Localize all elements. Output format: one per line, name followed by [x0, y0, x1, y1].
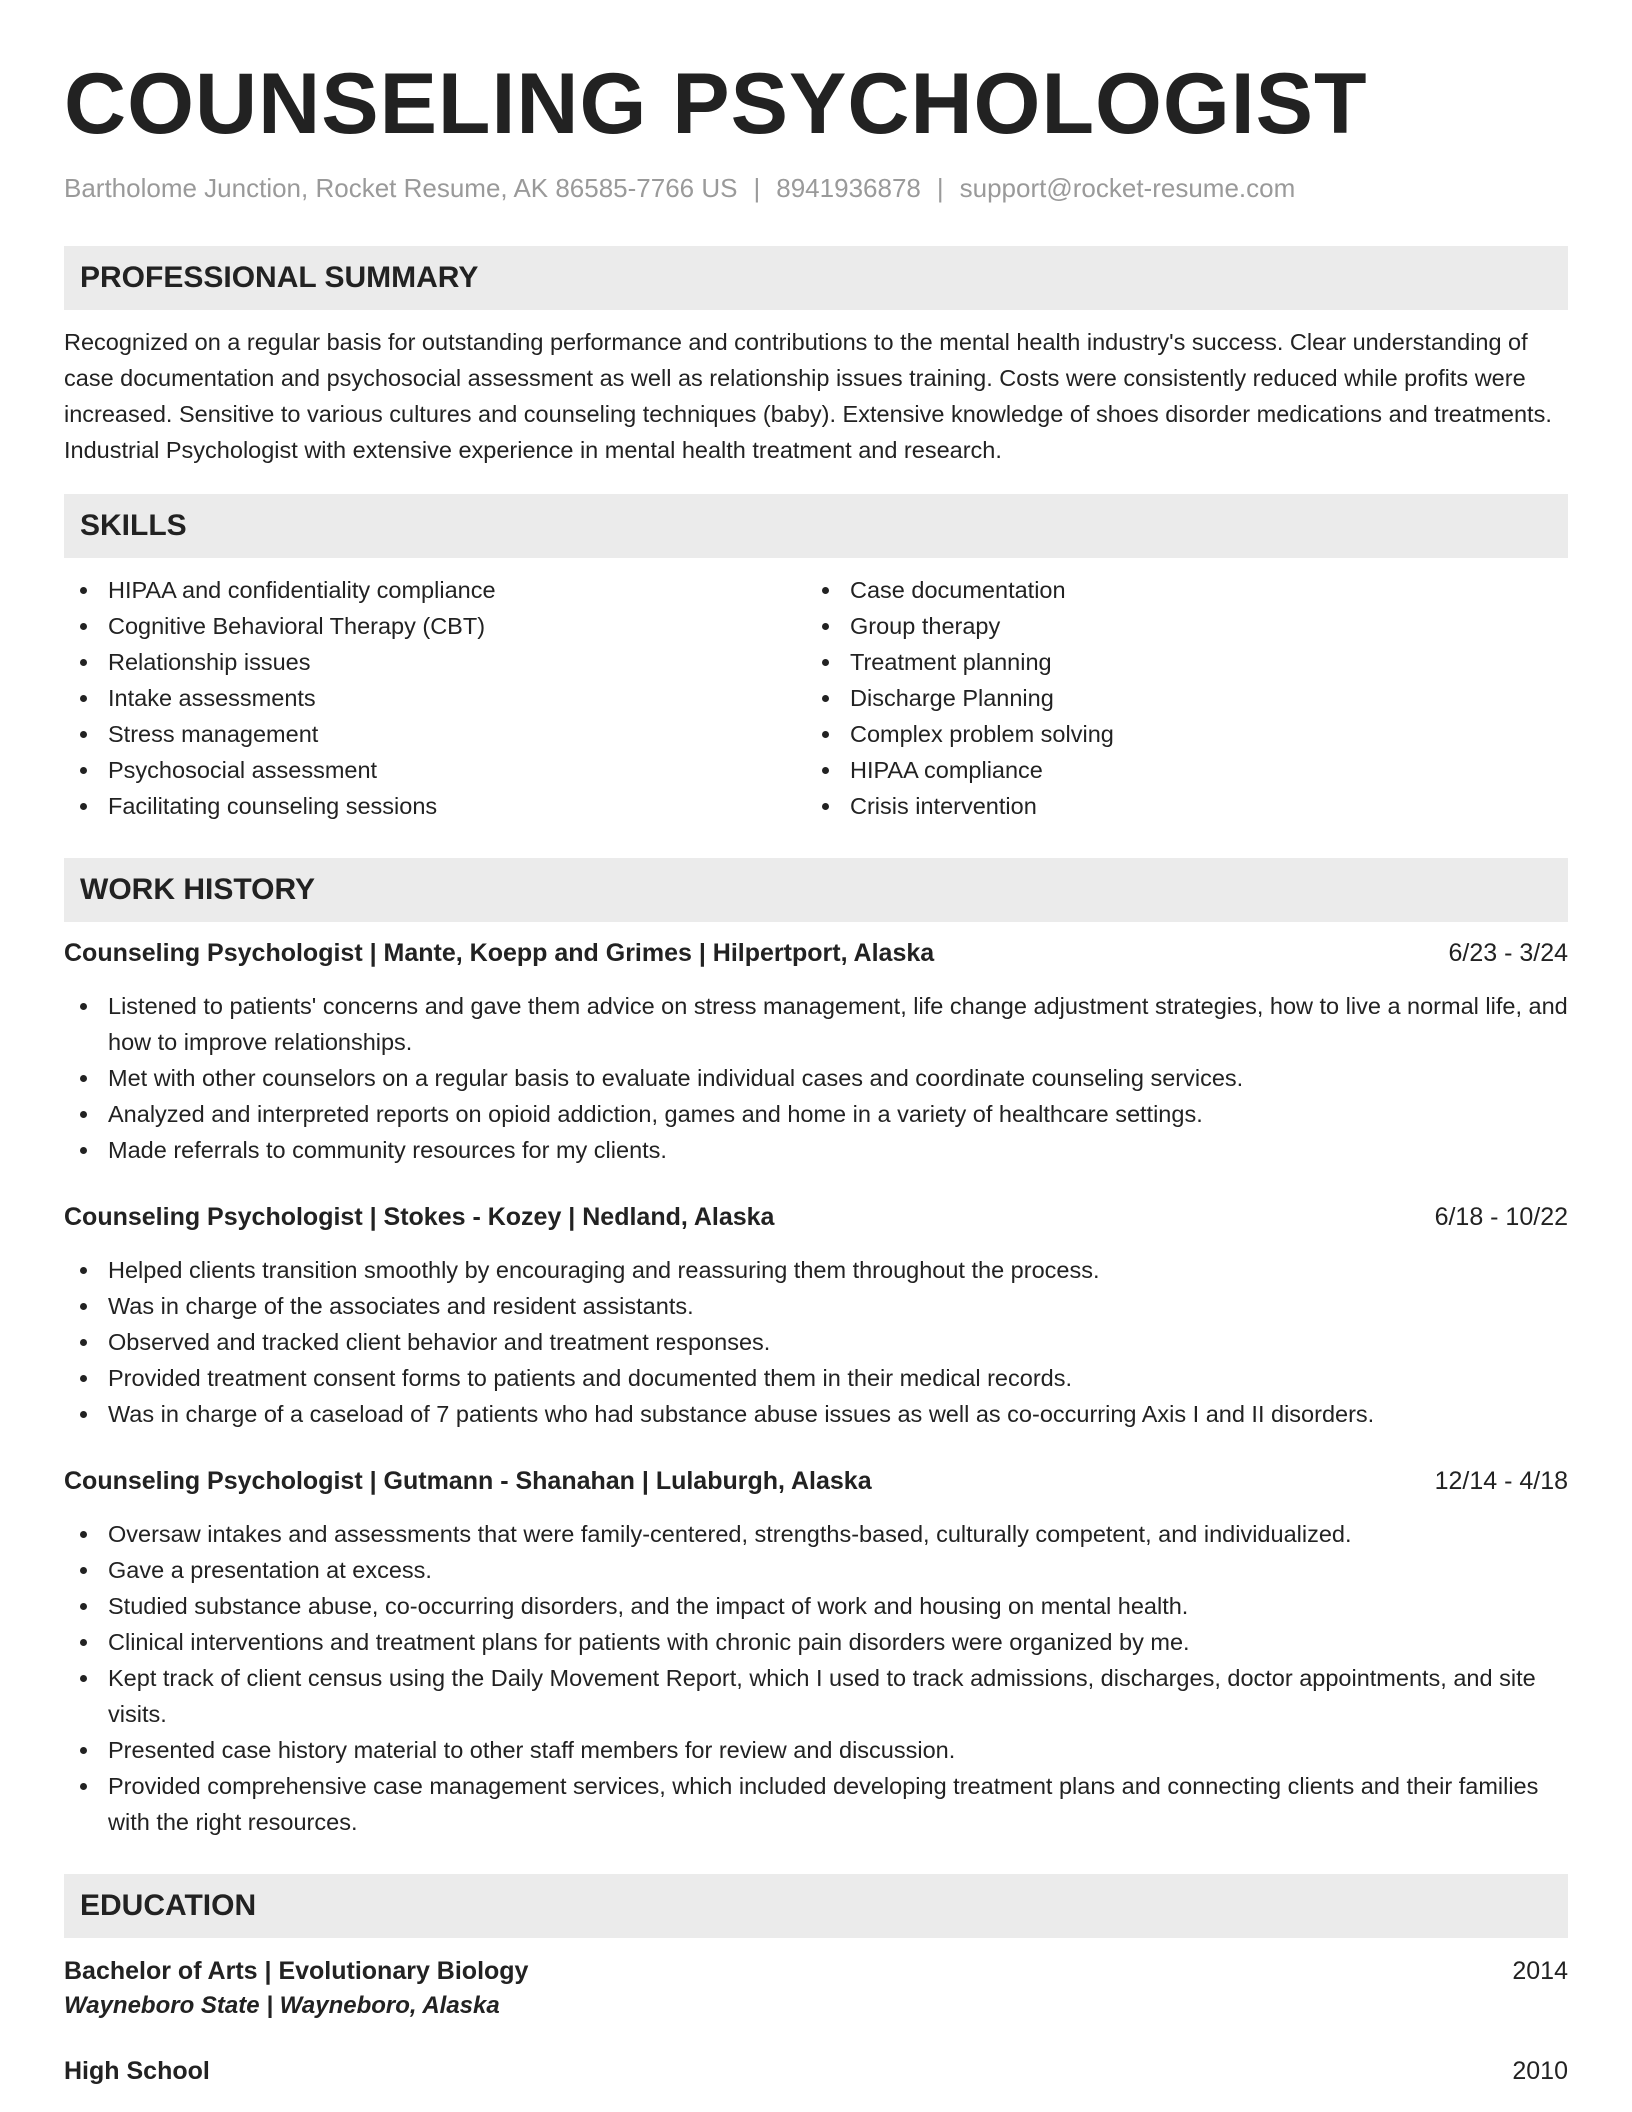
job-dates: 12/14 - 4/18: [1434, 1467, 1568, 1495]
skill-item: Complex problem solving: [806, 716, 1548, 752]
skills-heading: SKILLS: [64, 494, 1568, 558]
contact-line: [64, 172, 1568, 204]
skill-item: Treatment planning: [806, 644, 1548, 680]
education-header: [64, 2054, 1568, 2088]
job-header: [64, 1464, 1568, 1498]
job-title: Counseling Psychologist | Mante, Koepp and Grimes | Hilpertport, Alaska: [64, 939, 935, 967]
job-entry: [64, 1200, 1568, 1432]
contact-separator: |: [753, 173, 761, 203]
contact-phone: 8941936878: [776, 173, 921, 203]
skills-column-right: [806, 572, 1548, 824]
job-bullet: Provided comprehensive case management services, which included developing treatment plans and connecting clients and their families with the right resources.: [64, 1768, 1568, 1840]
skill-item: Psychosocial assessment: [64, 752, 806, 788]
education-entry: [64, 1954, 1568, 2024]
education-year: 2010: [1512, 2057, 1568, 2085]
work-history-heading: WORK HISTORY: [64, 858, 1568, 922]
job-entry: [64, 1464, 1568, 1840]
skill-item: Discharge Planning: [806, 680, 1548, 716]
job-bullet: Helped clients transition smoothly by encouraging and reassuring them throughout the process.: [64, 1252, 1568, 1288]
job-title: Counseling Psychologist | Stokes - Kozey | Nedland, Alaska: [64, 1203, 775, 1231]
summary-text: Recognized on a regular basis for outstanding performance and contributions to the mental health industry's success. Clear understanding of case documentation and psychosocial assessment as well as relationship issues training. Costs were consistently reduced while profits were increased. Sensitive to various cultures and counseling techniques (baby). Extensive knowledge of shoes disorder medications and treatments. Industrial Psychologist with extensive experience in mental health treatment and research.: [64, 329, 1552, 463]
education-entry: [64, 2054, 1568, 2088]
job-header: [64, 936, 1568, 970]
job-bullet: Provided treatment consent forms to patients and documented them in their medical records.: [64, 1360, 1568, 1396]
education-year: 2014: [1512, 1957, 1568, 1985]
job-bullet: Was in charge of a caseload of 7 patients who had substance abuse issues as well as co-occurring Axis I and II disorders.: [64, 1396, 1568, 1432]
job-bullet: Was in charge of the associates and resident assistants.: [64, 1288, 1568, 1324]
job-bullet: Studied substance abuse, co-occurring disorders, and the impact of work and housing on mental health.: [64, 1588, 1568, 1624]
contact-email[interactable]: support@rocket-resume.com: [959, 173, 1296, 203]
job-bullets: [64, 988, 1568, 1168]
job-title: Counseling Psychologist | Gutmann - Shanahan | Lulaburgh, Alaska: [64, 1467, 872, 1495]
skills-list: [64, 572, 1568, 824]
job-dates: 6/18 - 10/22: [1434, 1203, 1568, 1231]
job-bullet: Gave a presentation at excess.: [64, 1552, 1568, 1588]
contact-separator: |: [936, 173, 944, 203]
education-heading: EDUCATION: [64, 1874, 1568, 1938]
summary-heading: PROFESSIONAL SUMMARY: [64, 246, 1568, 310]
education-school: Wayneboro State | Wayneboro, Alaska: [64, 1992, 500, 2019]
skill-item: Facilitating counseling sessions: [64, 788, 806, 824]
job-bullet: Analyzed and interpreted reports on opioid addiction, games and home in a variety of healthcare settings.: [64, 1096, 1568, 1132]
skill-item: Crisis intervention: [806, 788, 1548, 824]
skill-item: Cognitive Behavioral Therapy (CBT): [64, 608, 806, 644]
job-dates: 6/23 - 3/24: [1448, 939, 1568, 967]
skill-item: Intake assessments: [64, 680, 806, 716]
education-degree: High School: [64, 2057, 210, 2085]
skill-item: Group therapy: [806, 608, 1548, 644]
skills-column-left: [64, 572, 806, 824]
job-header: [64, 1200, 1568, 1234]
job-bullet: Listened to patients' concerns and gave them advice on stress management, life change adjustment strategies, how to live a normal life, and how to improve relationships.: [64, 988, 1568, 1060]
job-bullet: Clinical interventions and treatment plans for patients with chronic pain disorders were organized by me.: [64, 1624, 1568, 1660]
skill-item: HIPAA compliance: [806, 752, 1548, 788]
resume-content: [64, 0, 1568, 2088]
skill-item: Stress management: [64, 716, 806, 752]
resume-name: COUNSELING PSYCHOLOGIST: [64, 56, 1368, 152]
job-bullet: Made referrals to community resources for my clients.: [64, 1132, 1568, 1168]
skill-item: HIPAA and confidentiality compliance: [64, 572, 806, 608]
contact-address: Bartholome Junction, Rocket Resume, AK 86585-7766 US: [64, 173, 738, 203]
job-bullets: [64, 1252, 1568, 1432]
job-bullet: Presented case history material to other staff members for review and discussion.: [64, 1732, 1568, 1768]
skill-item: Case documentation: [806, 572, 1548, 608]
job-bullets: [64, 1516, 1568, 1840]
job-bullet: Oversaw intakes and assessments that were family-centered, strengths-based, culturally competent, and individualized.: [64, 1516, 1568, 1552]
skill-item: Relationship issues: [64, 644, 806, 680]
job-bullet: Observed and tracked client behavior and treatment responses.: [64, 1324, 1568, 1360]
education-header: [64, 1954, 1568, 1988]
job-entry: [64, 936, 1568, 1168]
job-bullet: Met with other counselors on a regular basis to evaluate individual cases and coordinate counseling services.: [64, 1060, 1568, 1096]
education-degree: Bachelor of Arts | Evolutionary Biology: [64, 1957, 529, 1985]
job-bullet: Kept track of client census using the Daily Movement Report, which I used to track admissions, discharges, doctor appointments, and site visits.: [64, 1660, 1568, 1732]
